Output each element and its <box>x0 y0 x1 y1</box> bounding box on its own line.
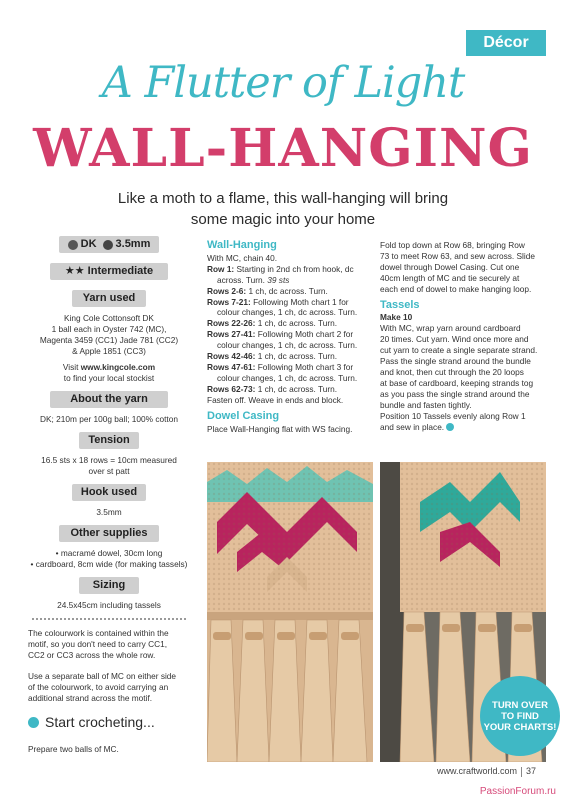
tension-text <box>28 455 190 477</box>
badge-line: TO FIND <box>501 710 539 722</box>
tassel-line: at base of cardboard, keeping strands tog <box>380 377 534 388</box>
note-line: CC2 or CC3 across the whole row. <box>28 650 156 660</box>
visit-line <box>28 362 190 373</box>
row-label: Rows 7-21: <box>207 296 251 307</box>
other-supplies-text <box>28 548 190 570</box>
pattern-row-cont: colour changes, 1 ch, dc across. Turn. <box>217 372 358 383</box>
tassel-line: 20 times. Cut yarn. Wind once more and <box>380 334 529 345</box>
row-text: Following Moth chart 2 for <box>255 329 354 340</box>
row-text: Starting in 2nd ch from hook, dc <box>234 263 354 274</box>
about-yarn-heading: About the yarn <box>50 391 168 408</box>
footer-divider <box>521 767 522 777</box>
pattern-row <box>207 286 372 297</box>
fold-line: Fold top down at Row 68, bringing Row <box>380 240 525 250</box>
footer-url[interactable]: www.craftworld.com <box>436 766 517 776</box>
pattern-row <box>207 351 372 362</box>
row-text: 1 ch, dc across. Turn. <box>246 285 328 296</box>
pattern-row-cont: colour changes, 1 ch, dc across. Turn. <box>217 340 358 351</box>
visit-suffix: to find your local stockist <box>63 373 155 383</box>
end-mark-icon <box>446 423 454 431</box>
hook-size-text: 3.5mm <box>115 238 151 250</box>
yarn-line: King Cole Cottonsoft DK <box>64 313 154 323</box>
yarn-line: Magenta 3459 (CC1) Jade 781 (CC2) <box>39 335 179 345</box>
pattern-column-right <box>380 240 542 432</box>
start-label: Start crocheting... <box>45 714 155 730</box>
pattern-row <box>207 329 372 340</box>
tassel-line: and knot, then cut through the 20 loops <box>380 366 524 377</box>
section-tag: Décor <box>466 30 546 56</box>
dotted-divider <box>32 618 186 620</box>
level-pill: ★★ Intermediate <box>50 263 168 280</box>
hook-used-heading: Hook used <box>72 484 146 501</box>
note-line: Use a separate ball of MC on either side <box>28 671 177 681</box>
pattern-row <box>207 264 372 275</box>
other-supplies-heading: Other supplies <box>59 525 159 542</box>
weight-hook-pill <box>59 236 159 253</box>
tassel-line: Position 10 Tassels evenly along Row 1 <box>380 410 526 421</box>
standfirst <box>60 188 506 230</box>
row-text: 1 ch, dc across. Turn. <box>255 351 338 362</box>
row-label: Rows 42-46: <box>207 351 256 362</box>
pattern-row-cont <box>207 275 372 286</box>
visit-prefix: Visit <box>62 362 81 372</box>
sizing-text: 24.5x45cm including tassels <box>57 600 161 610</box>
fold-line: dowel through Dowel Casing. Cut one <box>380 261 520 272</box>
row-label: Rows 27-41: <box>207 329 256 340</box>
supplies-line: • macramé dowel, 30cm long <box>55 548 163 558</box>
tension-line: over st patt <box>88 466 130 476</box>
row-label: Rows 2-6: <box>207 285 247 296</box>
row-count: 39 sts <box>264 274 290 285</box>
fold-line: 40cm length of MC and tie securely at <box>380 272 520 283</box>
colourwork-note <box>28 628 190 661</box>
badge-line: TURN OVER <box>492 699 548 711</box>
row-text: 1 ch, dc across. Turn. <box>255 318 338 329</box>
standfirst-line: some magic into your home <box>190 211 376 228</box>
note-line: additional strand across the motif. <box>28 693 153 703</box>
start-text: Prepare two balls of MC. <box>28 744 119 754</box>
row-text: 1 ch, dc across. Turn. <box>255 383 338 394</box>
page-footer <box>437 766 536 777</box>
about-yarn-text: DK; 210m per 100g ball; 100% cotton <box>40 414 178 424</box>
pattern-intro: With MC, chain 40. <box>207 252 278 263</box>
pattern-row <box>207 384 372 395</box>
standfirst-line: Like a moth to a flame, this wall-hanging will bring <box>117 190 449 207</box>
row-label: Rows 47-61: <box>207 361 256 372</box>
weight-text: DK <box>80 238 97 250</box>
row-label: Row 1: <box>207 263 235 274</box>
tassel-line: as you pass the single strand around the <box>380 388 530 399</box>
info-sidebar <box>28 236 190 765</box>
tassel-line: With MC, wrap yarn around cardboard <box>380 323 521 334</box>
yarn-used-text <box>28 313 190 384</box>
note-line: The colourwork is contained within the <box>28 628 169 638</box>
tassels-heading: Tassels <box>380 298 420 311</box>
row-text: Following Moth chart 1 for <box>250 296 349 307</box>
pattern-row-cont: colour changes, 1 ch, dc across. Turn. <box>217 307 358 318</box>
yarn-line: & Apple 1851 (CC3) <box>72 346 146 356</box>
yarn-line: 1 ball each in Oyster 742 (MC), <box>51 324 167 334</box>
dowel-text: Place Wall-Hanging flat with WS facing. <box>207 423 353 434</box>
row-text: Following Moth chart 3 for <box>255 361 354 372</box>
tassel-line <box>380 422 542 433</box>
dowel-casing-heading: Dowel Casing <box>207 409 280 422</box>
pattern-row-cont: Fasten off. Weave in ends and block. <box>207 394 344 405</box>
hook-icon <box>103 240 113 250</box>
bullet-dot-icon <box>28 717 39 728</box>
crochet-photo-left <box>207 462 373 762</box>
fold-line: each end of dowel to make hanging loop. <box>380 283 532 294</box>
fold-line: 73 to meet Row 63, and sew across. Slide <box>380 250 535 261</box>
hook-used-text: 3.5mm <box>96 507 122 517</box>
photo-wall-hanging-left <box>207 462 373 762</box>
pattern-row <box>207 318 372 329</box>
yarn-ball-icon <box>68 240 78 250</box>
note-line: motif, so you don't need to carry CC1, <box>28 639 168 649</box>
tassel-line: Pass the single strand around the bundle <box>380 356 531 367</box>
note-line: of the colourwork, to avoid carrying an <box>28 682 169 692</box>
pattern-row <box>207 297 372 308</box>
yarn-used-heading: Yarn used <box>72 290 146 307</box>
row-label: Rows 22-26: <box>207 318 256 329</box>
pattern-column <box>207 240 372 434</box>
supplies-line: • cardboard, 8cm wide (for making tassels) <box>30 559 188 569</box>
separate-ball-note <box>28 671 190 704</box>
tassel-line-text: and sew in place. <box>380 421 445 432</box>
visit-url: www.kingcole.com <box>80 362 156 372</box>
make-label: Make 10 <box>380 312 413 323</box>
sizing-heading: Sizing <box>79 577 139 594</box>
tension-heading: Tension <box>79 432 139 449</box>
tassel-line: cut yarn to create a single separate strand. <box>380 345 538 356</box>
tension-line: 16.5 sts x 18 rows = 10cm measured <box>41 455 177 465</box>
title-main: WALL-HANGING <box>33 118 533 179</box>
title-script: A Flutter of Light <box>101 58 465 108</box>
pattern-row <box>207 362 372 373</box>
row-label: Rows 62-73: <box>207 383 256 394</box>
badge-line: YOUR CHARTS! <box>483 721 557 733</box>
page-number: 37 <box>525 766 536 776</box>
row-text: across. Turn. <box>217 274 265 285</box>
tassel-line: bundle and fasten tightly. <box>380 399 472 410</box>
wall-hanging-heading: Wall-Hanging <box>207 239 277 251</box>
turn-over-badge[interactable] <box>480 676 560 756</box>
watermark: PassionForum.ru <box>479 786 556 797</box>
start-crocheting-heading <box>28 714 190 730</box>
